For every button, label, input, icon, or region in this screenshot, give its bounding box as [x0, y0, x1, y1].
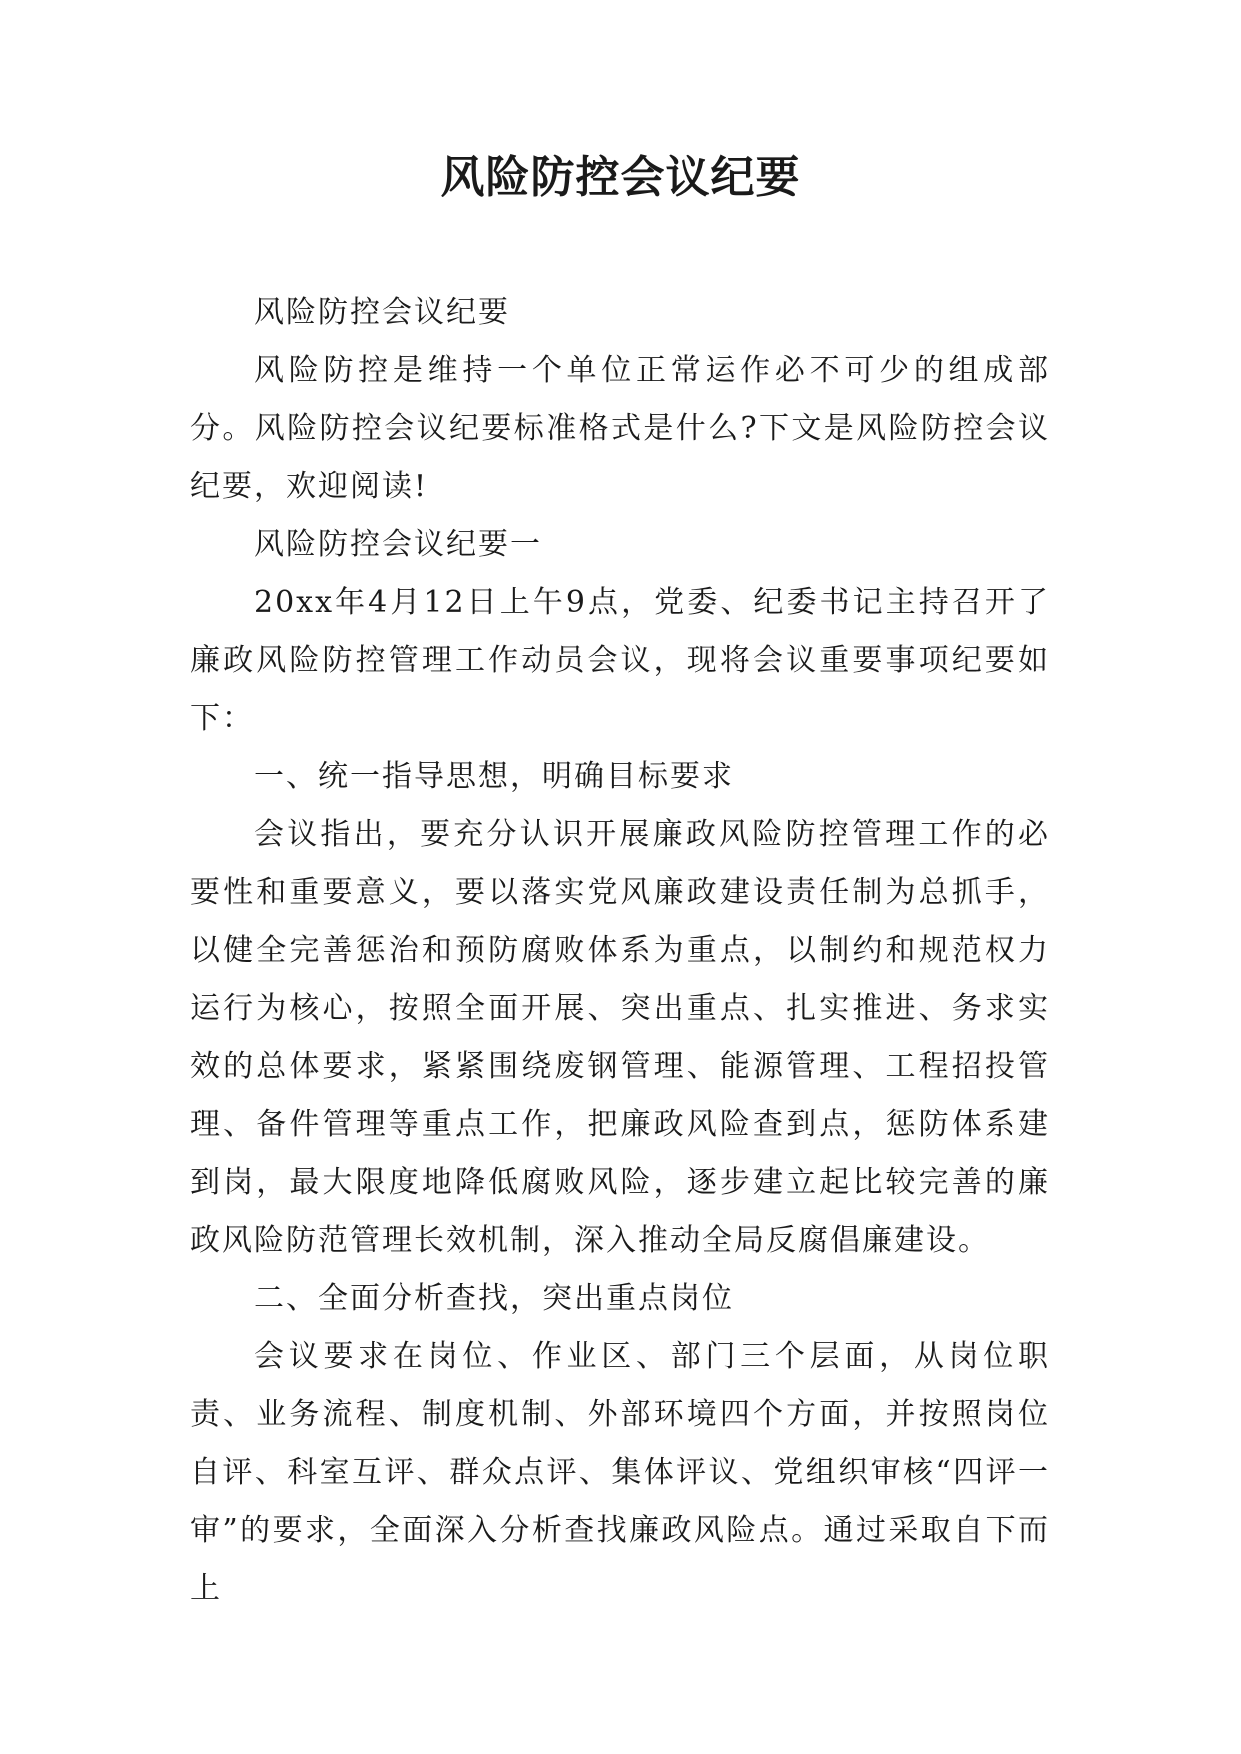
paragraph-intro: 风险防控是维持一个单位正常运作必不可少的组成部分。风险防控会议纪要标准格式是什么?下文是风险防控会议纪要，欢迎阅读!	[190, 353, 1050, 504]
paragraph-body-two: 会议要求在岗位、作业区、部门三个层面，从岗位职责、业务流程、制度机制、外部环境四个方面，并按照岗位自评、科室互评、群众点评、集体评议、党组织审核“四评一审”的要求，全面深入分析查找廉政风险点。通过采取自下而上	[190, 1339, 1050, 1606]
paragraph-body-one: 会议指出，要充分认识开展廉政风险防控管理工作的必要性和重要意义，要以落实党风廉政建设责任制为总抓手，以健全完善惩治和预防腐败体系为重点，以制约和规范权力运行为核心，按照全面开展、突出重点、扎实推进、务求实效的总体要求，紧紧围绕废钢管理、能源管理、工程招投管理、备件管理等重点工作，把廉政风险查到点，惩防体系建到岗，最大限度地降低腐败风险，逐步建立起比较完善的廉政风险防范管理长效机制，深入推动全局反腐倡廉建设。	[190, 817, 1050, 1258]
document-body	[190, 284, 1050, 1618]
document-title: 风险防控会议纪要	[440, 152, 801, 203]
paragraph-section-heading: 风险防控会议纪要一	[254, 527, 542, 562]
paragraph-subtitle: 风险防控会议纪要	[254, 295, 510, 330]
paragraph-meeting-info: 20xx年4月12日上午9点，党委、纪委书记主持召开了廉政风险防控管理工作动员会议，现将会议重要事项纪要如下：	[190, 585, 1050, 736]
paragraph-heading-two: 二、全面分析查找，突出重点岗位	[254, 1281, 734, 1316]
paragraph-heading-one: 一、统一指导思想，明确目标要求	[254, 759, 734, 794]
